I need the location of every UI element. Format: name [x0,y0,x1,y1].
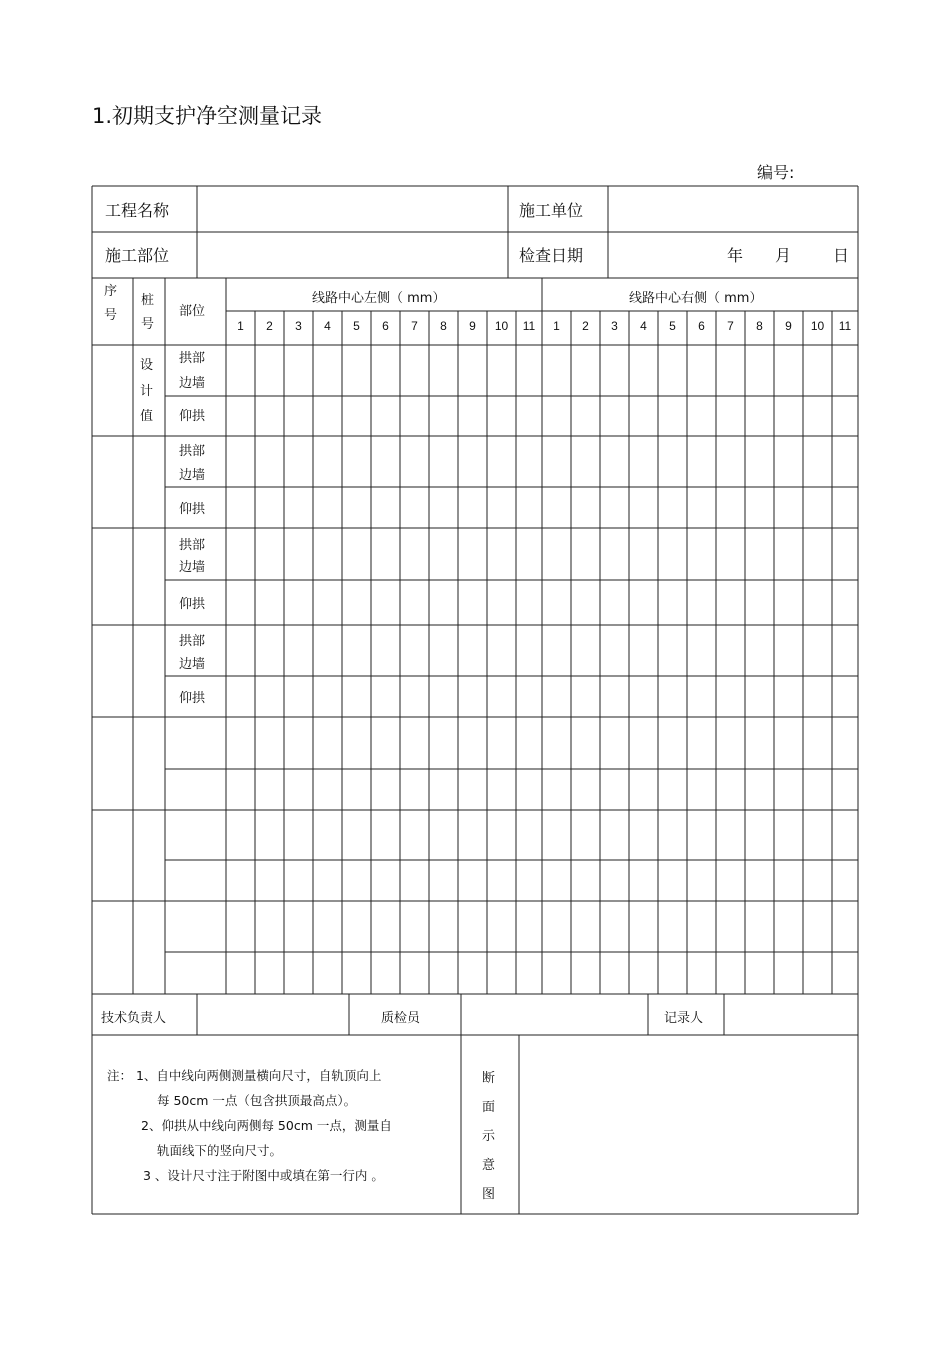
part-arch-label: 拱部 [179,538,206,553]
part-sidewall-label: 边墙 [179,560,206,575]
left-point-number: 8 [440,319,447,333]
right-point-number: 10 [810,319,825,333]
project-name-label: 工程名称 [105,201,170,220]
right-point-number: 6 [698,319,705,333]
right-point-number: 2 [582,319,589,333]
design-value-char1: 设 [140,358,154,373]
right-point-number: 11 [838,319,852,333]
note-line-4: 轨面线下的竖向尺寸。 [157,1143,283,1158]
right-point-number: 1 [553,319,560,333]
section-diagram-char2: 面 [482,1100,496,1115]
part-arch-label: 拱部 [179,444,206,459]
part-sidewall-label: 边墙 [179,657,206,672]
date-year-label: 年 [727,246,744,265]
section-diagram-char1: 断 [482,1071,496,1086]
left-point-number: 9 [469,319,476,333]
part-sidewall-label: 边墙 [179,376,206,391]
note-line-3: 2、仰拱从中线向两侧每 50cm 一点，测量自 [141,1118,392,1133]
right-point-number: 7 [727,319,734,333]
page-title: 1.初期支护净空测量记录 [92,104,323,128]
construction-location-label: 施工部位 [105,246,170,265]
note-line-1: 注： 1、自中线向两侧测量横向尺寸，自轨顶向上 [107,1068,382,1083]
left-point-number: 1 [237,319,244,333]
left-side-header: 线路中心左侧（ mm） [312,291,446,306]
right-point-number: 8 [756,319,763,333]
part-sidewall-label: 边墙 [179,468,206,483]
tech-lead-label: 技术负责人 [101,1011,167,1026]
left-point-number: 7 [411,319,418,333]
design-value-char3: 值 [140,409,154,424]
left-point-number: 4 [324,319,331,333]
left-point-number: 11 [522,319,536,333]
left-point-number: 5 [353,319,360,333]
seq-header-char2: 号 [104,308,118,323]
part-invert-label: 仰拱 [179,409,206,424]
left-point-number: 3 [295,319,302,333]
right-point-number: 4 [640,319,647,333]
inspector-label: 质检员 [381,1011,421,1026]
left-point-number: 2 [266,319,273,333]
check-date-label: 检查日期 [519,246,584,265]
part-invert-label: 仰拱 [179,691,206,706]
date-day-label: 日 [833,246,850,265]
left-point-number: 6 [382,319,389,333]
recorder-label: 记录人 [664,1011,704,1026]
part-arch-label: 拱部 [179,351,206,366]
date-month-label: 月 [775,246,792,265]
section-diagram-char4: 意 [482,1158,496,1173]
section-diagram-char3: 示 [482,1129,496,1144]
right-side-header: 线路中心右侧（ mm） [629,291,763,306]
note-line-5: 3 、设计尺寸注于附图中或填在第一行内 。 [143,1168,384,1183]
right-point-number: 9 [785,319,792,333]
part-header: 部位 [179,304,206,319]
contractor-label: 施工单位 [519,201,584,220]
station-header-char2: 号 [141,317,155,332]
station-header-char1: 桩 [141,293,155,308]
seq-header-char1: 序 [104,284,118,299]
part-arch-label: 拱部 [179,634,206,649]
part-invert-label: 仰拱 [179,502,206,517]
right-point-number: 3 [611,319,618,333]
section-diagram-char5: 图 [482,1187,496,1202]
part-invert-label: 仰拱 [179,597,206,612]
note-line-2: 每 50cm 一点（包含拱顶最高点）。 [157,1093,357,1108]
document-number-label: 编号: [757,163,795,182]
right-point-number: 5 [669,319,676,333]
left-point-number: 10 [494,319,509,333]
design-value-char2: 计 [140,384,154,399]
